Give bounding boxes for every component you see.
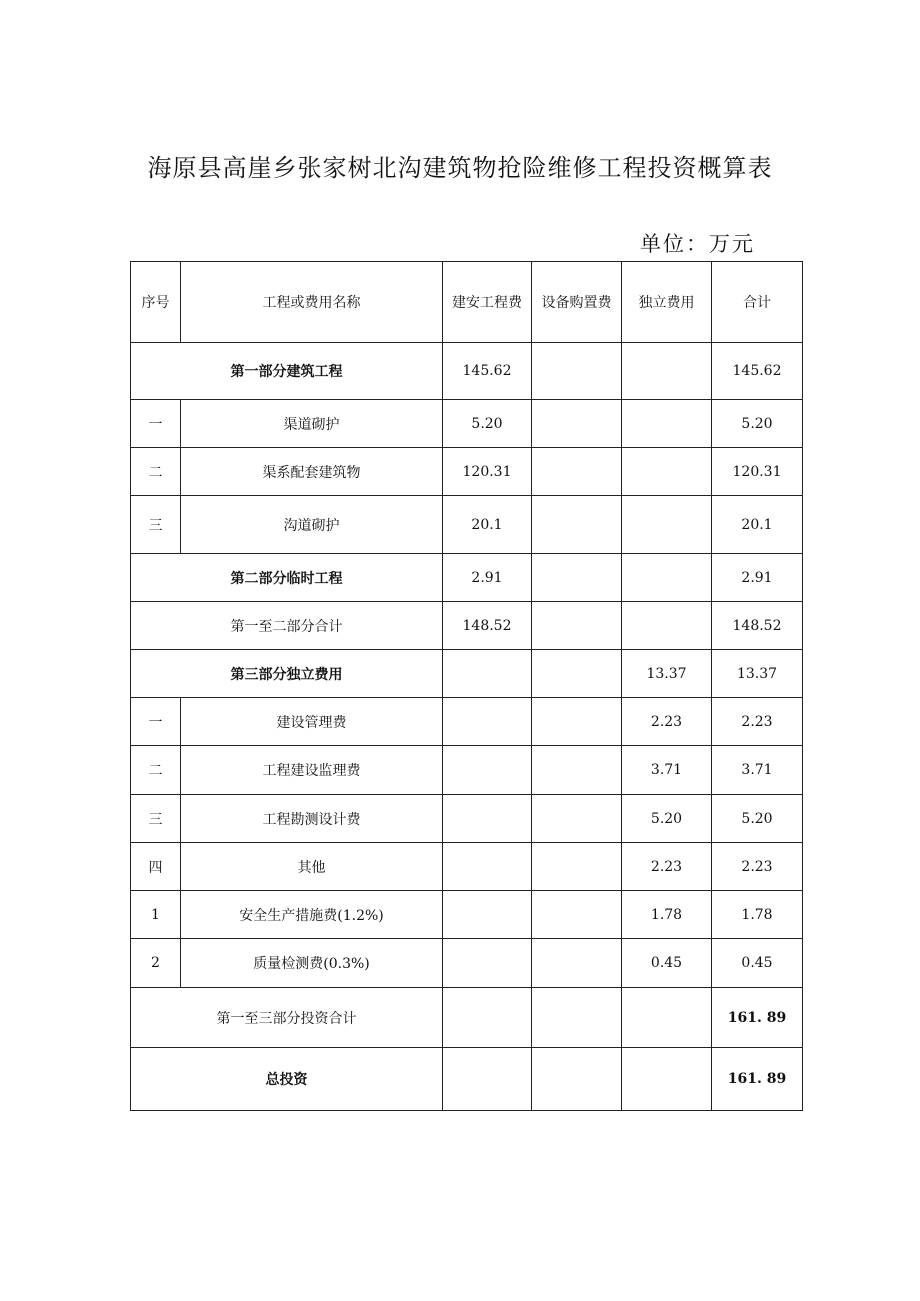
- row-construction: [443, 698, 532, 746]
- row-independent: 2.23: [622, 843, 712, 891]
- row-name: 总投资: [131, 1048, 443, 1111]
- row-independent: [622, 343, 712, 400]
- row-total: 145.62: [712, 343, 803, 400]
- row-seq: 一: [131, 400, 181, 448]
- row-independent: [622, 1048, 712, 1111]
- table-row: [131, 343, 803, 400]
- row-total: 5.20: [712, 400, 803, 448]
- row-total: 161. 89: [712, 988, 803, 1048]
- header-seq: 序号: [131, 262, 181, 343]
- table-row: [131, 496, 803, 554]
- table-row: [131, 1048, 803, 1111]
- row-construction: [443, 650, 532, 698]
- header-name: 工程或费用名称: [181, 262, 443, 343]
- row-total: 1.78: [712, 891, 803, 939]
- row-construction: 148.52: [443, 602, 532, 650]
- table-row: [131, 602, 803, 650]
- row-total: 148.52: [712, 602, 803, 650]
- header-row: [131, 262, 803, 343]
- row-equipment: [532, 843, 622, 891]
- header-equipment: 设备购置费: [532, 262, 622, 343]
- row-name: 第一部分建筑工程: [131, 343, 443, 400]
- table-row: [131, 843, 803, 891]
- row-name: 建设管理费: [181, 698, 443, 746]
- row-equipment: [532, 746, 622, 795]
- table-row: [131, 988, 803, 1048]
- row-name: 渠道砌护: [181, 400, 443, 448]
- row-total: 5.20: [712, 795, 803, 843]
- row-equipment: [532, 343, 622, 400]
- row-independent: [622, 554, 712, 602]
- row-seq: 二: [131, 448, 181, 496]
- row-construction: 145.62: [443, 343, 532, 400]
- row-seq: 二: [131, 746, 181, 795]
- row-total: 0.45: [712, 939, 803, 988]
- row-independent: [622, 988, 712, 1048]
- row-name: 第二部分临时工程: [131, 554, 443, 602]
- row-construction: [443, 939, 532, 988]
- row-total: 2.23: [712, 843, 803, 891]
- row-construction: 5.20: [443, 400, 532, 448]
- table-row: [131, 448, 803, 496]
- unit-label: 单位：万元: [640, 232, 755, 256]
- row-equipment: [532, 496, 622, 554]
- row-construction: [443, 746, 532, 795]
- row-equipment: [532, 602, 622, 650]
- row-name: 第一至二部分合计: [131, 602, 443, 650]
- row-construction: 120.31: [443, 448, 532, 496]
- table-row: [131, 891, 803, 939]
- row-independent: [622, 448, 712, 496]
- row-independent: [622, 400, 712, 448]
- row-name: 安全生产措施费(1.2%): [181, 891, 443, 939]
- row-name: 其他: [181, 843, 443, 891]
- row-seq: 1: [131, 891, 181, 939]
- table-row: [131, 698, 803, 746]
- table-row: [131, 746, 803, 795]
- row-seq: 2: [131, 939, 181, 988]
- table-row: [131, 400, 803, 448]
- row-name: 工程勘测设计费: [181, 795, 443, 843]
- row-seq: 一: [131, 698, 181, 746]
- table-row: [131, 795, 803, 843]
- row-total: 161. 89: [712, 1048, 803, 1111]
- row-equipment: [532, 795, 622, 843]
- row-construction: [443, 795, 532, 843]
- row-total: 3.71: [712, 746, 803, 795]
- page-title: 海原县高崖乡张家树北沟建筑物抢险维修工程投资概算表: [147, 154, 773, 182]
- header-construction: 建安工程费: [443, 262, 532, 343]
- row-construction: 20.1: [443, 496, 532, 554]
- row-name: 渠系配套建筑物: [181, 448, 443, 496]
- row-independent: 13.37: [622, 650, 712, 698]
- table-row: [131, 939, 803, 988]
- row-equipment: [532, 939, 622, 988]
- header-total: 合计: [712, 262, 803, 343]
- row-name: 工程建设监理费: [181, 746, 443, 795]
- row-equipment: [532, 650, 622, 698]
- row-independent: [622, 496, 712, 554]
- row-equipment: [532, 1048, 622, 1111]
- row-total: 2.23: [712, 698, 803, 746]
- table-row: [131, 554, 803, 602]
- budget-table: [130, 261, 803, 1111]
- row-total: 13.37: [712, 650, 803, 698]
- row-equipment: [532, 698, 622, 746]
- row-construction: [443, 1048, 532, 1111]
- header-independent: 独立费用: [622, 262, 712, 343]
- row-equipment: [532, 448, 622, 496]
- row-seq: 三: [131, 496, 181, 554]
- row-independent: 1.78: [622, 891, 712, 939]
- row-construction: 2.91: [443, 554, 532, 602]
- table-row: [131, 650, 803, 698]
- row-independent: 3.71: [622, 746, 712, 795]
- row-independent: [622, 602, 712, 650]
- row-equipment: [532, 400, 622, 448]
- row-total: 120.31: [712, 448, 803, 496]
- row-name: 沟道砌护: [181, 496, 443, 554]
- row-independent: 5.20: [622, 795, 712, 843]
- row-total: 20.1: [712, 496, 803, 554]
- row-name: 第一至三部分投资合计: [131, 988, 443, 1048]
- row-construction: [443, 843, 532, 891]
- row-construction: [443, 988, 532, 1048]
- row-name: 第三部分独立费用: [131, 650, 443, 698]
- row-seq: 四: [131, 843, 181, 891]
- row-equipment: [532, 891, 622, 939]
- row-name: 质量检测费(0.3%): [181, 939, 443, 988]
- row-independent: 2.23: [622, 698, 712, 746]
- row-total: 2.91: [712, 554, 803, 602]
- row-construction: [443, 891, 532, 939]
- row-seq: 三: [131, 795, 181, 843]
- row-equipment: [532, 988, 622, 1048]
- row-independent: 0.45: [622, 939, 712, 988]
- row-equipment: [532, 554, 622, 602]
